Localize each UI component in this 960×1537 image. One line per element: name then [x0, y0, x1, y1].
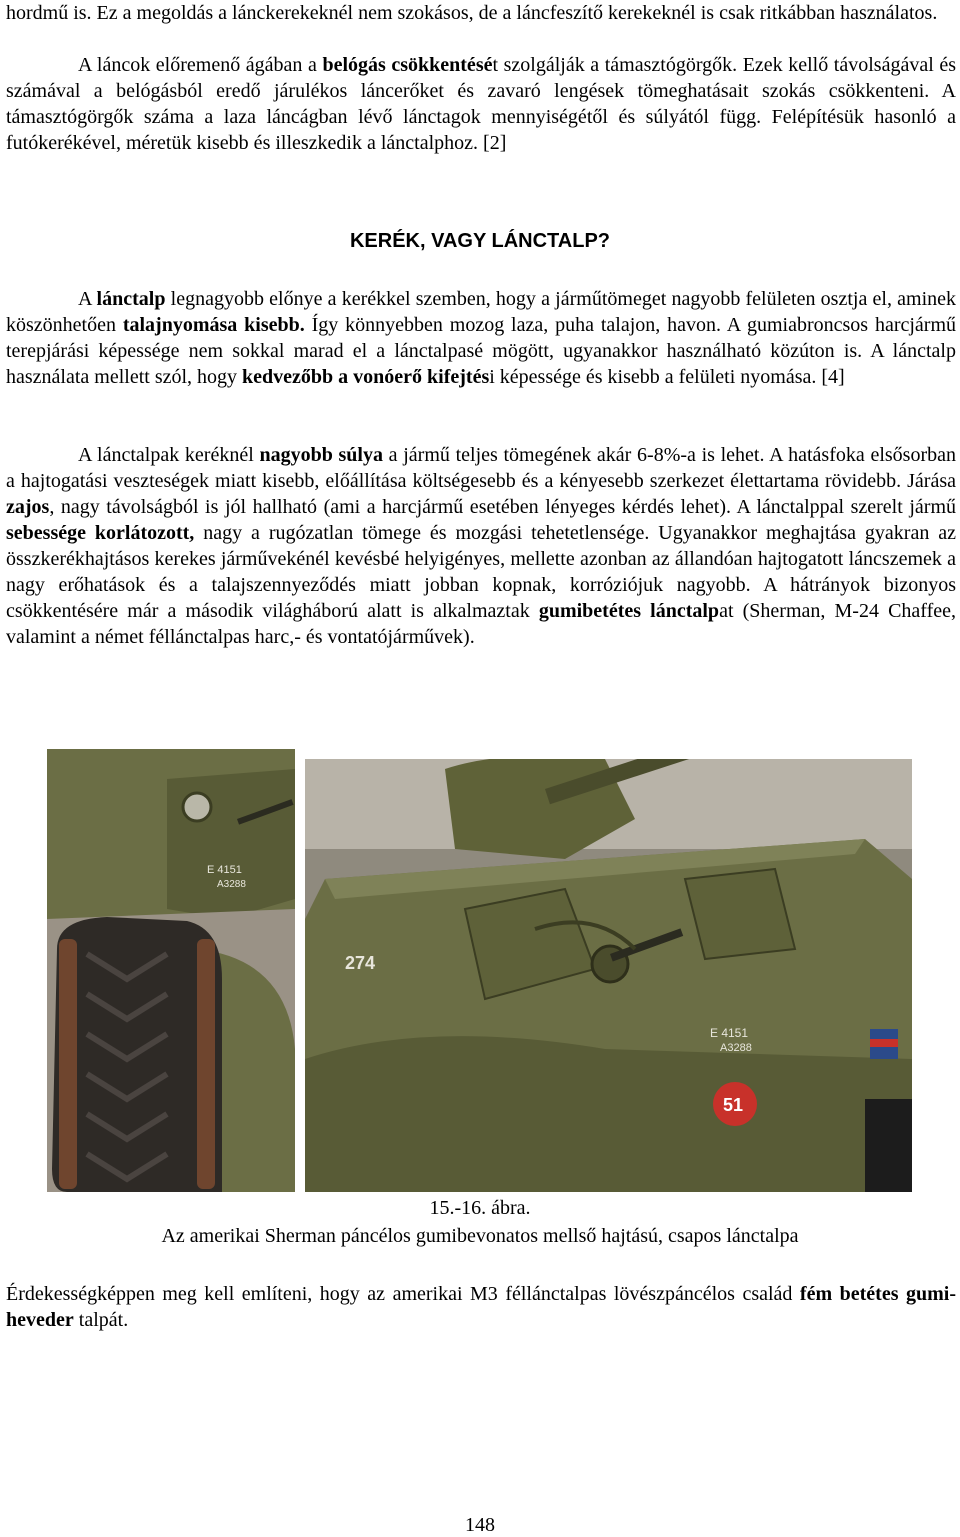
p4-text-3: , nagy távolságból is jól hallható (ami a harcjármű esetében lényeges kérdés lehet). A lánctalppal szerelt jármű [49, 496, 956, 518]
p4-text-1: A lánctalpak keréknél [78, 444, 260, 466]
right-photo-side-number: 274 [345, 953, 376, 973]
paragraph-intro-text: hordmű is. Ez a megoldás a lánckerekeknél nem szokásos, de a láncfeszítő kerekeknél is csak ritkábban használatos. [6, 2, 938, 24]
photo-track-closeup [47, 749, 295, 1192]
p4-text-5: at (Sherman, M-24 Chaffee, valamint a német féllánctalpas harc,- és vontatójárművek). [6, 600, 957, 648]
photo-sherman-front [305, 759, 912, 1192]
paragraph-track-advantages [6, 286, 956, 390]
p3-text-4: i képessége és kisebb a felületi nyomása. [4] [489, 366, 845, 388]
p3-text-2: legnagyobb előnye a kerékkel szemben, hogy a járműtömeget nagyobb felületen osztja el, aminek köszönhetően [6, 288, 957, 336]
p3-bold-2: talajnyomása kisebb. [122, 314, 305, 336]
page-number: 148 [465, 1514, 495, 1536]
figure-caption: Az amerikai Sherman páncélos gumibevonatos mellső hajtású, csapos lánctalpa [161, 1225, 799, 1247]
paragraph-m3-halftrack [6, 1281, 956, 1333]
p2-text-1: A láncok előremenő ágában a [78, 54, 323, 76]
p5-text-2: talpát. [73, 1309, 129, 1331]
p5-text-1: Érdekességképpen meg kell említeni, hogy az amerikai M3 féllánctalpas lövészpáncélos család [6, 1283, 800, 1305]
right-photo-number: 51 [723, 1095, 744, 1115]
p3-text-1: A [78, 288, 97, 310]
p4-bold-2: zajos [6, 496, 50, 518]
track-closeup-image [47, 749, 295, 1192]
p4-text-2: a jármű teljes tömegének akár 6-8%-a is lehet. A hatásfoka elsősorban a hajtogatási veszteségek miatt kisebb, előállítása költségesebb és a kényesebb szerkezet élettartama rövidebb. Járása [6, 444, 956, 492]
p2-bold-1: belógás csökkentésé [322, 54, 493, 76]
paragraph-track-disadvantages [6, 442, 956, 650]
sherman-front-image [305, 759, 912, 1192]
p4-bold-1: nagyobb súlya [259, 444, 383, 466]
right-photo-marking-2: A3288 [720, 1042, 752, 1054]
p3-bold-3: kedvezőbb a vonóerő kifejtés [242, 366, 490, 388]
p4-bold-3: sebessége korlátozott, [6, 522, 195, 544]
p4-text-4: nagy a rugózatlan tömege és mozgási tehetetlensége. Ugyanakkor meghajtása gyakran az összkerékhajtásos kerekes járművekénél kevésbé helyigényes, mellette azonban az állandóan hajtogatott láncszemek a nagy erőhatások és a talajszennyeződés miatt jobban kopnak, korróziójuk nagyobb. A hátrányok bizonyos csökkentésére már a második világháború alatt is alkalmaztak [6, 522, 956, 622]
p3-bold-1: lánctalp [96, 288, 166, 310]
p2-text-2: t szolgálják a támasztógörgők. Ezek kellő távolságával és számával a belógásból eredő járulékos láncerőket és zavaró lengések tömeghatásait szokás csökkenteni. A támasztógörgők száma a laza láncágban lévő lánctagok mennyiségétől és súlyától függ. Felépítésük hasonló a futókerékével, méretük kisebb és illeszkedik a lánctalphoz. [2] [6, 54, 957, 154]
p4-bold-4: gumibetétes lánctalp [538, 600, 720, 622]
p5-bold-1: fém betétes gumi-heveder [6, 1283, 956, 1331]
paragraph-support-rollers [6, 52, 956, 156]
paragraph-intro [6, 0, 956, 26]
p3-text-3: Így könnyebben mozog laza, puha talajon, havon. A gumiabroncsos harcjármű terepjárási képessége nem sokkal marad el a lánctalpasé mögött, ugyanakkor használható közúton is. A lánctalp használata mellett szól, hogy [6, 314, 957, 388]
left-photo-marking: E 4151 [207, 864, 242, 876]
right-photo-marking: E 4151 [710, 1026, 749, 1040]
figure-number: 15.-16. ábra. [429, 1197, 531, 1219]
section-heading: KERÉK, VAGY LÁNCTALP? [349, 230, 610, 252]
left-photo-marking-2: A3288 [217, 879, 246, 890]
